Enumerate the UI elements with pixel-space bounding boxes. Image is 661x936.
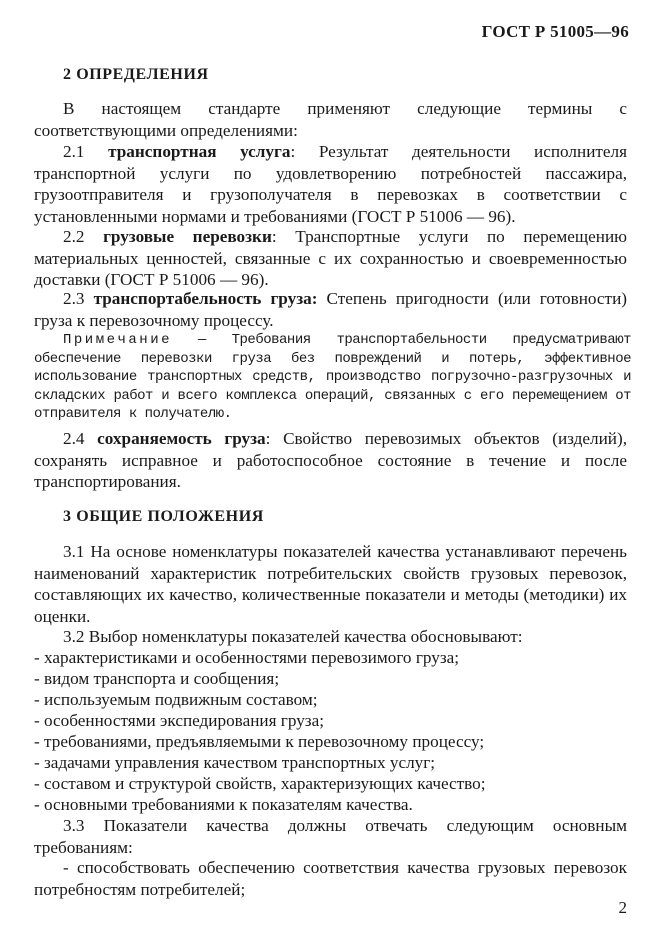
definition-number: 2.3 — [63, 289, 94, 308]
list-item: - видом транспорта и сообщения; — [34, 669, 280, 688]
list-item: - характеристиками и особенностями перевозимого груза; — [34, 648, 460, 667]
note-block — [34, 331, 631, 424]
note-label: Примечание — [63, 332, 173, 348]
section-2-title: 2 ОПРЕДЕЛЕНИЯ — [63, 66, 209, 83]
definition-2-2 — [34, 226, 627, 291]
definition-separator: : — [271, 227, 296, 246]
definition-number: 2.4 — [63, 429, 98, 448]
page-number: 2 — [618, 898, 627, 917]
definition-text: Степень пригодности (или готовности) груза к перевозочному процессу. — [34, 289, 627, 330]
definition-term: грузовые перевозки — [103, 227, 272, 246]
definition-term: сохраняемость груза — [97, 429, 266, 448]
definition-number: 2.1 — [63, 142, 109, 161]
section-2-intro: В настоящем стандарте применяют следующие термины с соответствующими определениями: — [34, 99, 627, 140]
paragraph-3-1: 3.1 На основе номенклатуры показателей качества устанавливают перечень наименований характеристик потребительских свойств грузовых перевозок, составляющих их качество, количественные показатели и методы (методики) их оценки. — [34, 542, 627, 626]
definition-2-1 — [34, 141, 627, 227]
definition-term: транспортабельность груза: — [93, 289, 318, 308]
list-item: - особенностями экспедирования груза; — [34, 711, 324, 730]
definition-2-4 — [34, 428, 627, 493]
definition-separator: : — [265, 429, 284, 448]
definition-2-3 — [34, 288, 627, 331]
definition-separator — [317, 289, 326, 308]
list-item: - задачами управления качеством транспортных услуг; — [34, 753, 436, 772]
definition-text: Свойство перевозимых объектов (изделий), сохранять исправное и работоспособное состояние в течение и после транспортирования. — [34, 429, 627, 491]
definition-term: транспортная услуга — [108, 142, 291, 161]
definition-text: Результат деятельности исполнителя транспортной услуги по удовлетворению потребностей пассажира, грузоотправителя и грузополучателя в перевозках в соответствии с установленными нормами и требованиями (ГОСТ Р 51006 — 96). — [34, 142, 628, 226]
definition-text: Транспортные услуги по перемещению материальных ценностей, связанные с их сохранностью и своевременностью доставки (ГОСТ Р 51006 — 96). — [34, 227, 627, 289]
paragraph-3-3-item: - способствовать обеспечению соответствия качества грузовых перевозок потребностям потребителей; — [34, 858, 627, 899]
list-item: - основными требованиями к показателям качества. — [34, 795, 413, 814]
section-3-title: 3 ОБЩИЕ ПОЛОЖЕНИЯ — [63, 508, 264, 525]
note-text: — Требования транспортабельности предусматривают обеспечение перевозки груза без повреждений и потерь, эффективное использование транспортных средств, производство погрузочно-разгрузочных и складских работ и всего комплекса операций, связанных с его перемещением от отправителя к получателю. — [34, 332, 631, 423]
paragraph-3-2: 3.2 Выбор номенклатуры показателей качества обосновывают: — [63, 627, 523, 646]
definition-separator: : — [290, 142, 319, 161]
document-code: ГОСТ Р 51005—96 — [481, 22, 629, 41]
list-item: - используемым подвижным составом; — [34, 690, 318, 709]
list-item: - требованиями, предъявляемыми к перевозочному процессу; — [34, 732, 485, 751]
paragraph-3-3: 3.3 Показатели качества должны отвечать следующим основным требованиям: — [34, 816, 627, 857]
list-item: - составом и структурой свойств, характеризующих качество; — [34, 774, 486, 793]
definition-number: 2.2 — [63, 227, 104, 246]
